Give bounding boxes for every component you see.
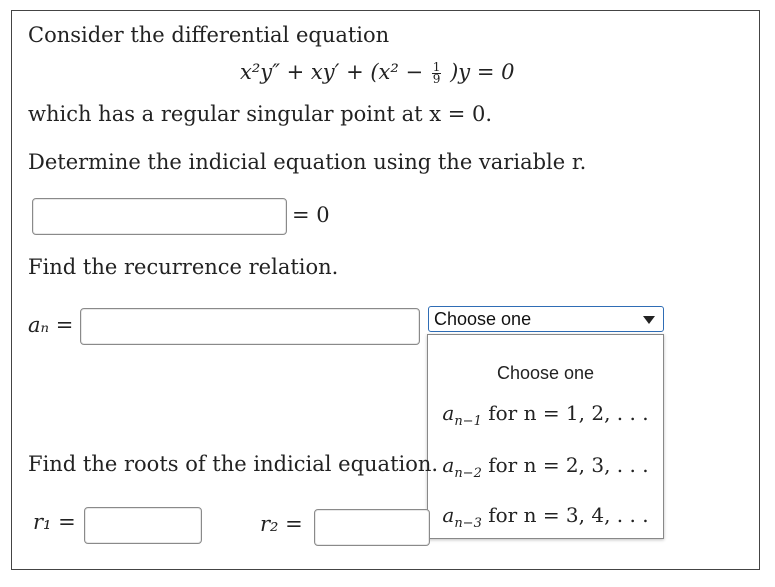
an-label: aₙ = <box>28 313 74 337</box>
dropdown-option-n-minus-3[interactable] <box>428 503 663 531</box>
indicial-equation-input[interactable] <box>32 198 287 235</box>
indicial-prompt: Determine the indicial equation using the variable r. <box>28 150 587 174</box>
option-subscript: n−3 <box>454 516 482 531</box>
option-range: for n = 3, 4, . . . <box>481 503 649 527</box>
intro-text: Consider the differential equation <box>28 23 390 47</box>
r2-input[interactable] <box>314 509 430 546</box>
fraction-denominator: 9 <box>432 72 441 86</box>
option-term: a <box>442 401 455 425</box>
fraction-numerator: 1 <box>432 60 441 74</box>
select-current-value: Choose one <box>434 309 532 329</box>
dropdown-option-choose-one[interactable]: Choose one <box>496 363 595 383</box>
equation-suffix: )y = 0 <box>450 60 515 84</box>
recurrence-input[interactable] <box>80 308 420 345</box>
r1-label: r₁ = <box>33 510 76 534</box>
r2-label: r₂ = <box>260 512 303 536</box>
recurrence-prompt: Find the recurrence relation. <box>28 255 339 279</box>
dropdown-option-n-minus-2[interactable] <box>428 453 663 481</box>
dropdown-option-n-minus-1[interactable] <box>428 401 663 429</box>
option-term: a <box>442 503 455 527</box>
option-subscript: n−1 <box>454 414 482 429</box>
option-subscript: n−2 <box>454 466 482 481</box>
equation-prefix: x²y″ + xy′ + (x² − <box>240 60 424 84</box>
option-term: a <box>442 453 455 477</box>
recurrence-term-select[interactable] <box>428 306 664 332</box>
chevron-down-icon <box>643 316 655 324</box>
equation-fraction <box>432 62 442 85</box>
differential-equation <box>240 62 514 85</box>
singular-point-text: which has a regular singular point at x = 0. <box>28 102 493 126</box>
equals-zero-label: = 0 <box>292 203 330 227</box>
option-range: for n = 2, 3, . . . <box>481 453 649 477</box>
r1-input[interactable] <box>84 507 202 544</box>
roots-prompt: Find the roots of the indicial equation. <box>28 452 439 476</box>
option-range: for n = 1, 2, . . . <box>481 401 649 425</box>
recurrence-term-dropdown <box>427 334 664 539</box>
